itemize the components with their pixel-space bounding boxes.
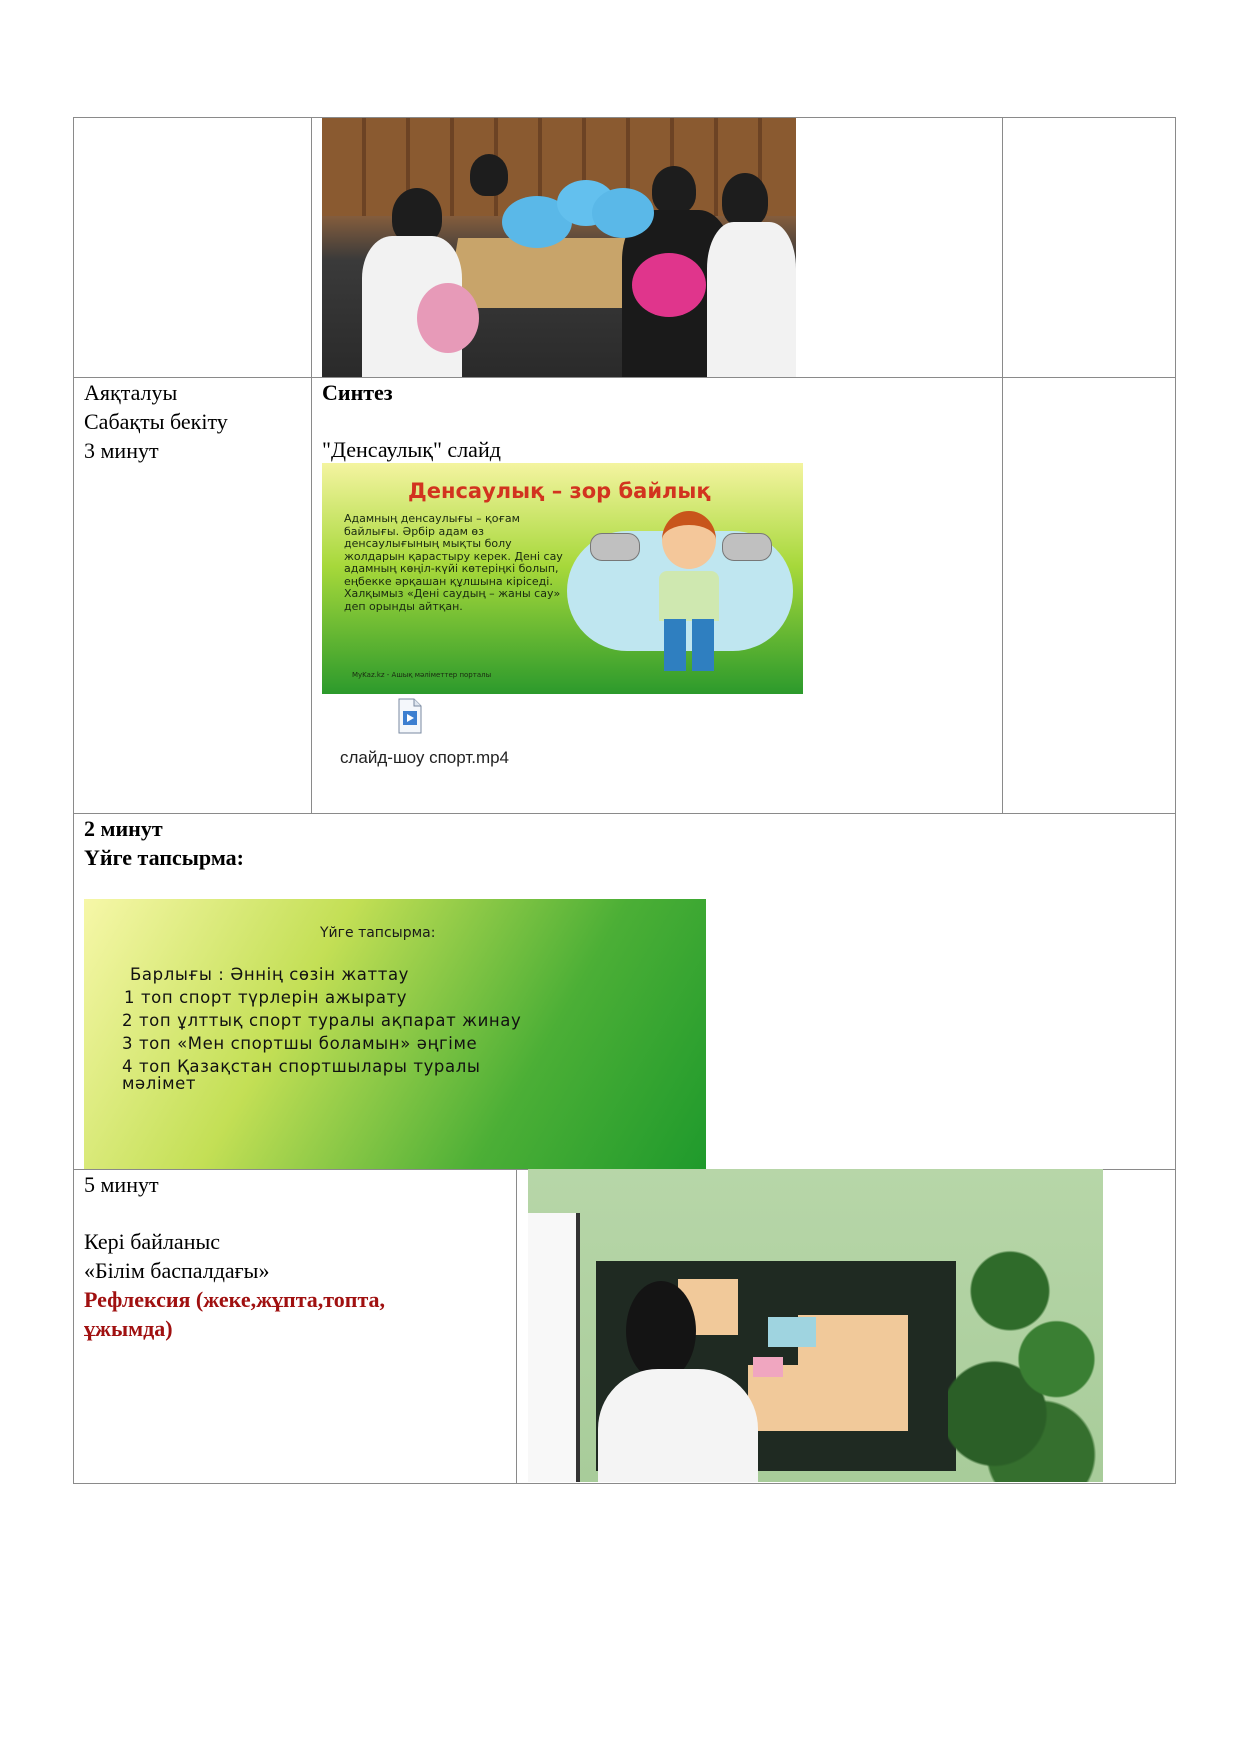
photo-child	[470, 154, 508, 196]
homework-duration: 2 минут	[84, 816, 163, 841]
column-divider-2	[1002, 117, 1003, 814]
slide-title: Денсаулық – зор байлық	[408, 479, 711, 503]
slide-body-text: Адамның денсаулығы – қоғам байлығы. Әрбір адам өз денсаулығының мықты болу жолдарын қарастыру керек. Дені сау адамның көңіл-күйі көтеріңкі болып, еңбекке әрқашан құлшына кіріседі. Халқымыз «Дені саудың – жаны сау» деп орынды айтқан.	[344, 512, 563, 613]
video-file-name[interactable]: слайд-шоу спорт.mp4	[340, 748, 510, 767]
photo-child	[722, 173, 768, 227]
homework-slide-line: мәлімет	[122, 1074, 197, 1093]
homework-slide-line: 4 топ Қазақстан спортшылары туралы	[122, 1057, 481, 1076]
reflection-text: Рефлексия (жеке,жұпта,топта,	[84, 1287, 386, 1312]
photo-whiteboard	[528, 1213, 580, 1482]
homework-slide-line: Барлығы : Әннің сөзін жаттау	[130, 965, 410, 984]
photo-paper	[768, 1317, 816, 1347]
stage-description: Сабақты бекіту	[84, 409, 228, 434]
blue-balloon	[592, 188, 654, 238]
row-divider-1	[73, 377, 1175, 378]
dumbbell-right	[722, 533, 772, 561]
cartoon-boy-head	[662, 511, 716, 569]
teacher-photo	[528, 1169, 1103, 1482]
pink-balloon	[632, 253, 706, 317]
stage-name: Аяқталуы	[84, 380, 178, 405]
table-border-bottom	[73, 1483, 1175, 1484]
feedback-title: Кері байланыс	[84, 1229, 221, 1254]
photo-teacher-hair	[626, 1281, 696, 1381]
column-divider-1	[311, 117, 312, 814]
slide-caption: "Денсаулық" слайд	[322, 437, 501, 462]
photo-child	[652, 166, 696, 214]
homework-heading: Үйге тапсырма:	[84, 845, 244, 870]
cartoon-boy-body	[659, 571, 719, 621]
homework-slide-line: 1 топ спорт түрлерін ажырату	[124, 988, 408, 1007]
homework-slide-title: Үйге тапсырма:	[320, 925, 436, 941]
column-divider-row4	[516, 1169, 517, 1484]
health-slide	[322, 463, 803, 694]
reflection-text-continued: ұжымда)	[84, 1316, 173, 1341]
feedback-method: «Білім баспалдағы»	[84, 1258, 270, 1283]
homework-slide-line: 2 топ ұлттық спорт туралы ақпарат жинау	[122, 1011, 522, 1030]
homework-slide	[84, 899, 706, 1169]
classroom-photo	[322, 118, 796, 377]
photo-child-shirt	[707, 222, 796, 377]
table-border-right	[1175, 117, 1176, 1484]
video-file-icon[interactable]	[398, 698, 422, 734]
photo-plant	[948, 1209, 1103, 1482]
table-border-left	[73, 117, 74, 1484]
stage-duration: 3 минут	[84, 438, 159, 463]
row-divider-2	[73, 813, 1175, 814]
pink-balloon	[417, 283, 479, 353]
photo-paper	[753, 1357, 783, 1377]
homework-slide-line: 3 топ «Мен спортшы боламын» әңгіме	[122, 1034, 478, 1053]
dumbbell-left	[590, 533, 640, 561]
cartoon-boy-legs	[664, 619, 714, 671]
slide-footer: MyKaz.kz - Ашық мәліметтер порталы	[352, 671, 492, 679]
section-heading-synthesis: Синтез	[322, 380, 393, 405]
photo-teacher-shirt	[598, 1369, 758, 1482]
feedback-duration: 5 минут	[84, 1172, 159, 1197]
